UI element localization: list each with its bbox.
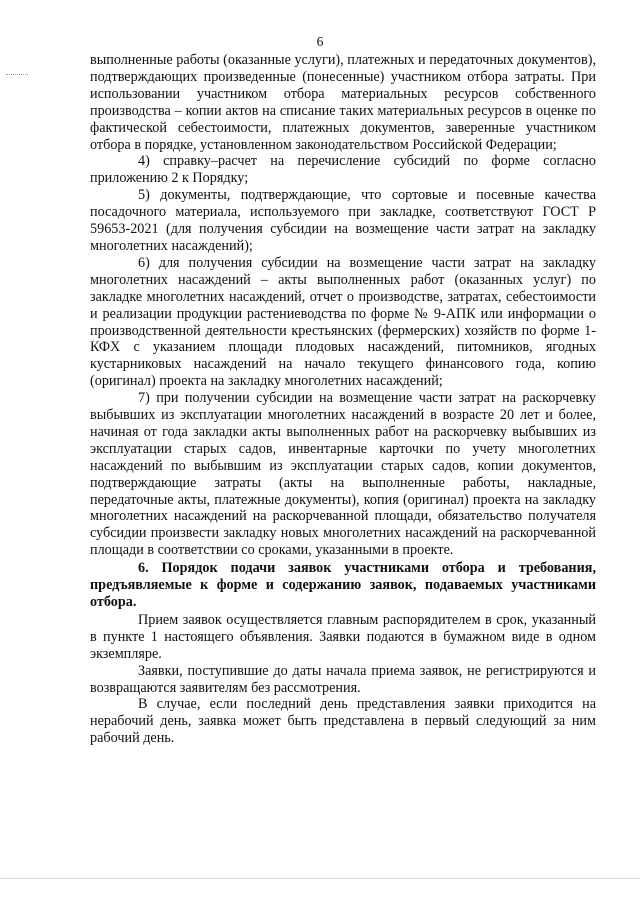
- paragraph-continuation: выполненные работы (оказанные услуги), платежных и передаточных документов), подтверждающих произведенные (понесенные) участником отбора затраты. При использовании участником отбора материальных ресурсов собственного производства – копии актов на списание таких материальных ресурсов в оценке по фактической себестоимости, платежных документов, заверенные участником отбора в порядке, установленном законодательством Российской Федерации;: [90, 52, 596, 153]
- paragraph-item-5: 5) документы, подтверждающие, что сортовые и посевные качества посадочного материала, используемого при закладке, соответствуют ГОСТ Р 59653-2021 (для получения субсидии на возмещение части затрат на закладку многолетних насаждений);: [90, 187, 596, 254]
- paragraph-nonworking-day: В случае, если последний день представления заявки приходится на нерабочий день, заявка может быть представлена в первый следующий за ним рабочий день.: [90, 696, 596, 747]
- document-body: [90, 52, 596, 747]
- margin-mark: [6, 74, 28, 75]
- bottom-rule: [0, 878, 640, 879]
- page-number: 6: [316, 34, 324, 49]
- paragraph-application-acceptance: Прием заявок осуществляется главным распорядителем в срок, указанный в пункте 1 настоящего объявления. Заявки подаются в бумажном виде в одном экземпляре.: [90, 611, 596, 662]
- paragraph-early-applications: Заявки, поступившие до даты начала приема заявок, не регистрируются и возвращаются заявителям без рассмотрения.: [90, 662, 596, 696]
- paragraph-item-7: 7) при получении субсидии на возмещение части затрат на раскорчевку выбывших из эксплуатации многолетних насаждений в возрасте 20 лет и более, начиная от года закладки акты выполненных работ на раскорчевку выбывших из эксплуатации старых садов, инвентарные карточки по учету многолетних насаждений по выбывшим из эксплуатации старых садов, копии документов, подтверждающие затраты (акты на выполненные работы, накладные, передаточные акты, платежные документы), копия (оригинал) проекта на закладку многолетних насаждений на раскорчеванной площади, обязательство получателя субсидии произвести закладку новых многолетних насаждений на раскорчеванной площади в соответствии со сроками, указанными в проекте.: [90, 390, 596, 559]
- paragraph-item-6: 6) для получения субсидии на возмещение части затрат на закладку многолетних насаждений – акты выполненных работ (оказанных услуг) по закладке многолетних насаждений, отчет о производстве, затратах, себестоимости и реализации продукции растениеводства по форме № 9-АПК или информации о производственной деятельности крестьянских (фермерских) хозяйств по форме 1-КФХ с указанием площади плодовых насаждений, питомников, ягодных кустарниковых насаждений на начало текущего финансового года, копию (оригинал) проекта на закладку многолетних насаждений;: [90, 254, 596, 390]
- section-heading-6: 6. Порядок подачи заявок участниками отбора и требования, предъявляемые к форме и содержанию заявок, подаваемых участниками отбора.: [90, 560, 596, 610]
- paragraph-item-4: 4) справку–расчет на перечисление субсидий по форме согласно приложению 2 к Порядку;: [90, 153, 596, 187]
